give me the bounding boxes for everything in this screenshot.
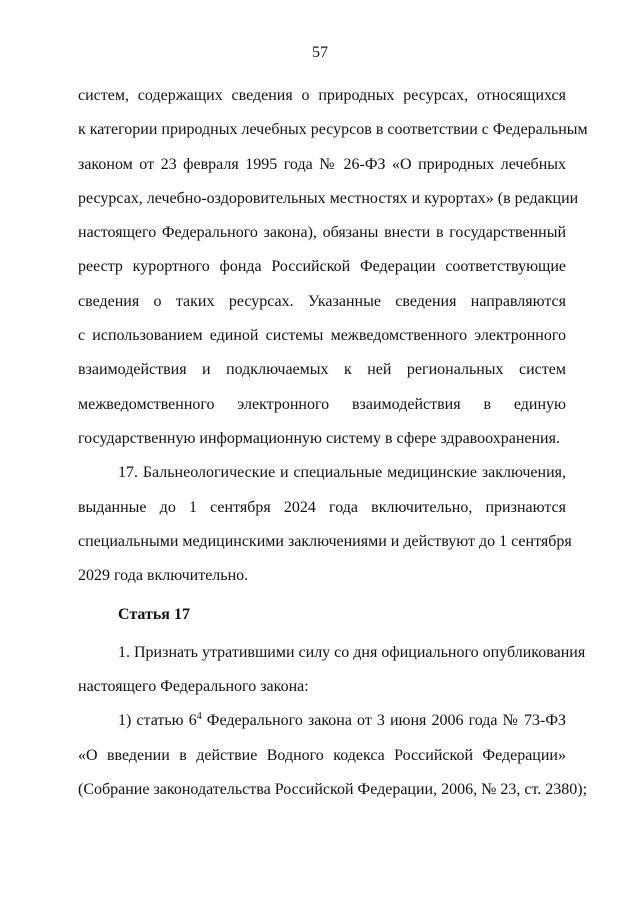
page-number: 57 — [312, 44, 328, 61]
text-line: «О введении в действие Водного кодекса Российской Федерации» — [78, 746, 566, 764]
paragraph-subclause-1 — [78, 704, 588, 807]
paragraph-article-clause — [78, 636, 586, 705]
text-line: 17. Бальнеологические и специальные медицинские заключения, — [118, 464, 566, 482]
text-line: настоящего Федерального закона), обязаны внести в государственный — [78, 224, 566, 242]
text-line: с использованием единой системы межведомственного электронного — [78, 327, 566, 345]
text-line: реестр курортного фонда Российской Федерации соответствующие — [78, 258, 566, 276]
paragraph-item-17 — [78, 456, 572, 593]
text-line — [78, 704, 566, 738]
text-line: 1. Признать утратившими силу со дня официального опубликования — [118, 643, 586, 661]
text-line: государственную информационную систему в сфере здравоохранения. — [78, 429, 560, 447]
superscript: 4 — [196, 711, 202, 723]
text-line: межведомственного электронного взаимодействия в единую — [78, 395, 566, 413]
text-line: ресурсах, лечебно-оздоровительных местностях и курортах» (в редакции — [78, 189, 579, 207]
text-fragment: Федерального закона от 3 июня 2006 года № 73-ФЗ — [201, 712, 567, 730]
text-line: (Собрание законодательства Российской Федерации, 2006, № 23, ст. 2380); — [78, 780, 588, 798]
text-line: настоящего Федерального закона: — [78, 678, 309, 696]
article-heading: Статья 17 — [118, 606, 190, 624]
text-line: систем, содержащих сведения о природных ресурсах, относящихся — [78, 87, 566, 104]
text-line: сведения о таких ресурсах. Указанные сведения направляются — [78, 292, 566, 310]
text-fragment: 1) статью 6 — [118, 712, 197, 730]
document-body — [78, 79, 588, 807]
text-line: взаимодействия и подключаемых к ней региональных систем — [78, 361, 566, 379]
paragraph-continuation — [78, 79, 588, 456]
text-line: 2029 года включительно. — [78, 567, 249, 585]
text-line: специальными медицинскими заключениями и действуют до 1 сентября — [78, 532, 572, 550]
text-line: законом от 23 февраля 1995 года № 26-ФЗ «О природных лечебных — [78, 155, 566, 173]
text-line: к категории природных лечебных ресурсов в соответствии с Федеральным — [78, 121, 588, 139]
text-line: выданные до 1 сентября 2024 года включительно, признаются — [78, 498, 566, 516]
